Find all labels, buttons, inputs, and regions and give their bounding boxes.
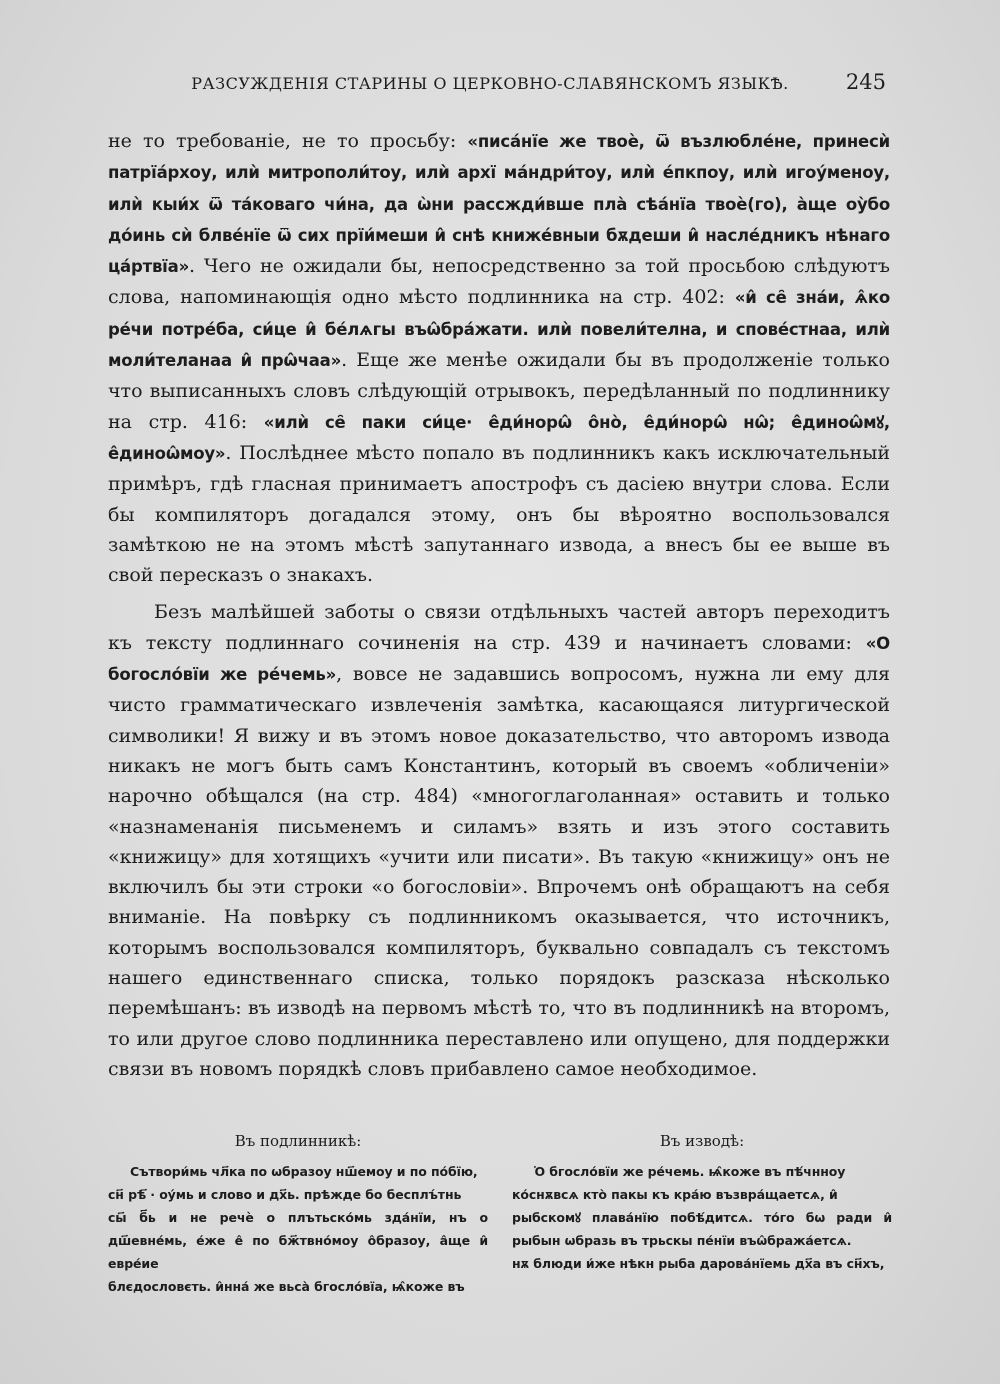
column-heading: Въ изводѣ: xyxy=(659,1132,745,1150)
running-title: РАЗСУЖДЕНІЯ СТАРИНЫ О ЦЕРКОВНО-СЛАВЯНСКОМЪ ЯЗЫКѢ. xyxy=(191,74,789,93)
text-line: рыбскомꙋ плава́нїю побѣ́дитсѧ. то́го бѡ ради и̂ рыбын ѡбразь въ трьскы пе́нїи въѡ̂бража́етсѧ. xyxy=(512,1210,892,1248)
page-number: 245 xyxy=(845,70,886,94)
text-line: Ὀ бгосло́вїи же ре́чемь. ѩ̂коже въ пѣ́чнноу xyxy=(534,1164,846,1179)
text-line: сн҃ рѣ҃ · оу́мь и слово и дх҃ь. прѣжде бо бесплъ́тнь xyxy=(108,1187,462,1202)
text-line: блєдословєть. и̂нна́ же вьса̀ бгосло́вїа, ѩ̂коже въ xyxy=(108,1279,465,1294)
text-run: . Послѣднее мѣсто попало въ подлинникъ какъ исключательный примѣръ, гдѣ гласная принимаетъ апострофъ съ дасіею внутри слова. Если бы компиляторъ догадался этому, онъ бы вѣроятно воспользовался замѣткою не на этомъ мѣстѣ запутаннаго извода, а внесъ бы ее выше въ свой пересказъ о знакахъ. xyxy=(108,441,890,587)
column-text xyxy=(108,1160,488,1298)
church-slavonic-quote: «илѝ се̑ паки си́це· е̂ди́норѡ̂ о̂но̀, е̂ди́норѡ̂ нѡ̂; е̂диноѡ̂мꙋ, е̂диноѡ̂моу» xyxy=(108,412,890,463)
paragraph xyxy=(108,126,890,590)
text-run: не то требованіе, не то просьбу: xyxy=(108,130,468,152)
text-line: сы҃ б҃ь и не речѐ о плътьско́мь зда́нїи, нъ о дш҃евне́мь, е́же е̂ по бж҃твно́моу о̂бразоу, а̂ще и̂ евре́ие xyxy=(108,1210,488,1271)
left-column xyxy=(108,1132,488,1298)
church-slavonic-quote: «писа́нїе же твоѐ, ѿ възлюбле́не, принесѝ патрїа́рхоу, илѝ митрополи́тоу, илѝ архї ма́ндри́тоу, илѝ е́пкпоу, илѝ игоу́меноу, илѝ кыи́х ѿ та́коваго чи́на, да ѡ̀ни рассжди́вше пла̀ сѣа́нїа твоѐ(го), а̀ще оу̀бо до́инь сѝ блве́нїе ѿ сих прїи́меши и̂ снѣ книже́вныи бѫдеши и̂ насле́дникъ нѣнаго ца́ртвїа» xyxy=(108,132,890,277)
church-slavonic-quote: «и̂ се̑ зна́и, ѧ̂ко ре́чи потре́ба, си́це и̂ бе́лѧгы въѡ̂бра́жати. илѝ повели́телна, и спове́стнаа, илѝ моли́теланаа и̂ прѡ̂чаа» xyxy=(108,288,890,371)
parallel-columns xyxy=(108,1132,892,1298)
text-run: . Еще же менѣе ожидали бы въ продолженіе только что выписанныхъ словъ слѣдующій отрывокъ, передѣланный по подлиннику на стр. 416: xyxy=(108,349,890,433)
column-heading: Въ подлинникѣ: xyxy=(234,1132,362,1150)
church-slavonic-quote: «О богосло́вїи же ре́чемь» xyxy=(108,633,890,685)
text-run: Безъ малѣйшей заботы о связи отдѣльныхъ частей авторъ переходитъ къ тексту подлиннаго сочиненія на стр. 439 и начинаетъ словами: xyxy=(108,601,890,654)
column-text xyxy=(512,1160,892,1275)
text-line: Сътвори́мь чл҃ка по ѡбразоу нш҃емоу и по по́бїю, xyxy=(130,1164,478,1179)
text-line: ко́снѫвсѧ кто̀ пакы къ кра́ю възвра́щаетсѧ, и̂ xyxy=(512,1187,838,1202)
paragraph xyxy=(108,597,890,1084)
text-line: нѫ блюди и́же нѣкн рыба дарова́нїемь дх҃а въ сн҃хъ, xyxy=(512,1256,885,1271)
right-column xyxy=(512,1132,892,1298)
main-text xyxy=(108,126,890,1084)
text-run: . Чего не ожидали бы, непосредственно за той просьбою слѣдуютъ слова, напоминающія одно мѣсто подлинника на стр. 402: xyxy=(108,255,890,309)
text-run: , вовсе не задавшись вопросомъ, нужна ли ему для чисто грамматическаго извлеченія замѣтка, касающаяся литургической символики! Я вижу и въ этомъ новое доказательство, что авторомъ извода никакъ не могъ быть самъ Константинъ, который въ своемъ «обличеніи» нарочно обѣщался (на стр. 484) «многоглаголанная» оставить и только «назнаменанія письменемъ и силамъ» взять и изъ этого составить «книжицу» для хотящихъ «учити или писати». Въ такую «книжицу» онъ не включилъ бы эти строки «о богословіи». Впрочемъ онѣ обращаютъ на себя вниманіе. На повѣрку съ подлинникомъ оказывается, что источникъ, которымъ воспользовался компиляторъ, буквально совпадалъ съ текстомъ нашего единственнаго списка, только порядокъ разсказа нѣсколько перемѣшанъ: въ изводѣ на первомъ мѣстѣ то, что въ подлинникѣ на второмъ, то или другое слово подлинника переставлено или опущено, для поддержки связи въ новомъ порядкѣ словъ прибавлено самое необходимое. xyxy=(108,663,890,1080)
